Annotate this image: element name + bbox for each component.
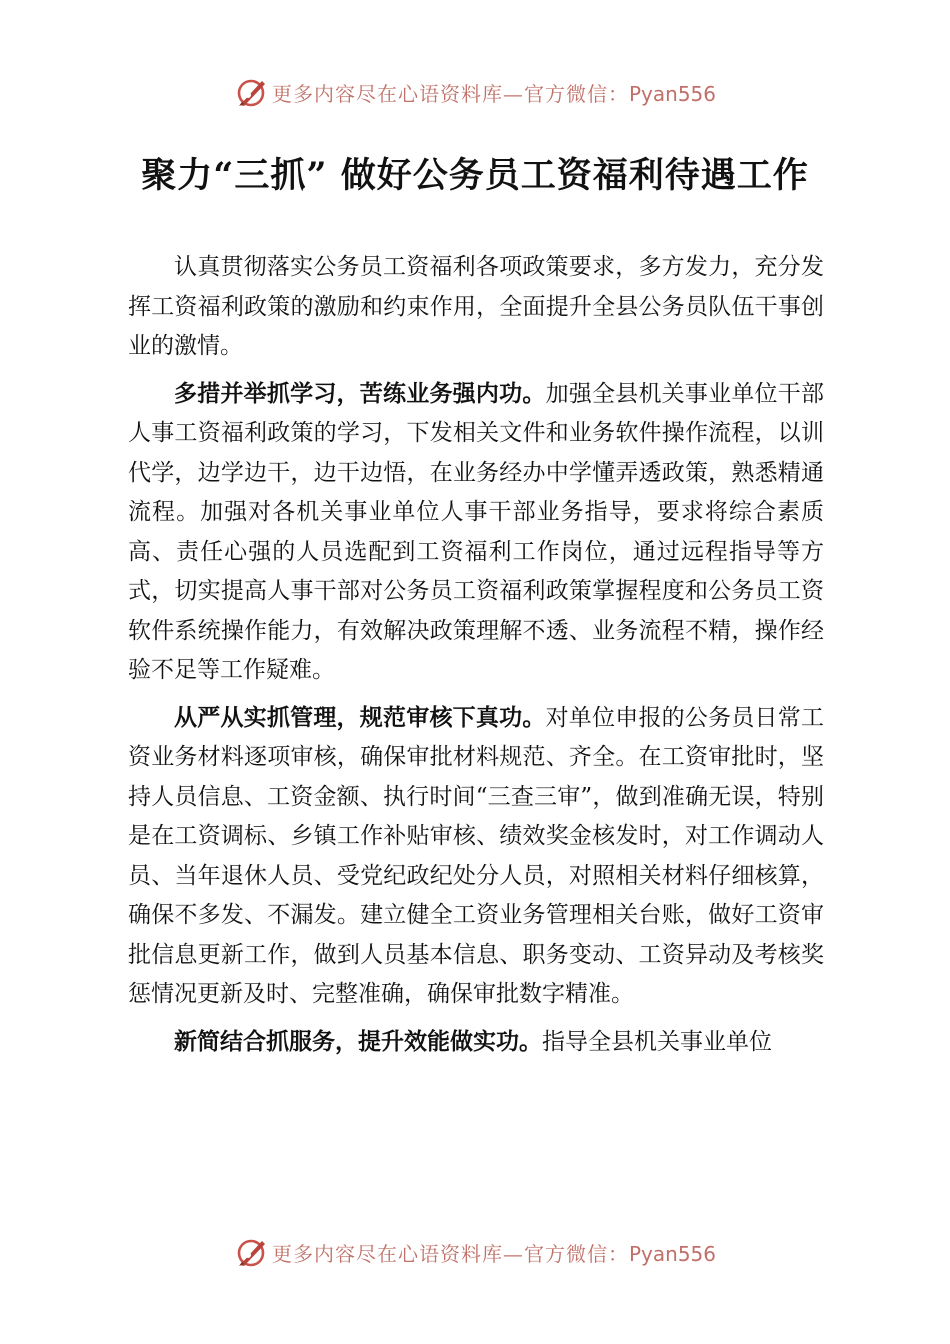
footer-watermark-banner xyxy=(0,1232,950,1272)
watermark-text: 更多内容尽在心语资料库—官方微信：Pyan556 xyxy=(271,1241,716,1266)
header-watermark-banner xyxy=(0,72,950,112)
pen-logo-icon xyxy=(234,75,268,109)
document-body xyxy=(128,248,824,1070)
watermark-text: 更多内容尽在心语资料库—官方微信：Pyan556 xyxy=(271,81,716,106)
document-title: 聚力“三抓” 做好公务员工资福利待遇工作 xyxy=(141,155,809,196)
body-paragraph-study: 多措并举抓学习，苦练业务强内功。加强全县机关事业单位干部人事工资福利政策的学习，下发相关文件和业务软件操作流程，以训代学，边学边干，边干边悟，在业务经办中学懂弄透政策，熟悉精通流程。加强对各机关事业单位人事干部业务指导，要求将综合素质高、责任心强的人员选配到工资福利工作岗位，通过远程指导等方式，切实提高人事干部对公务员工资福利政策掌握程度和公务员工资软件系统操作能力，有效解决政策理解不透、业务流程不精，操作经验不足等工作疑难。 xyxy=(128,380,825,683)
paragraph-lead-heading: 新简结合抓服务，提升效能做实功。 xyxy=(174,1028,542,1055)
body-paragraph-intro: 认真贯彻落实公务员工资福利各项政策要求，多方发力，充分发挥工资福利政策的激励和约束作用，全面提升全县公务员队伍干事创业的激情。 xyxy=(128,254,824,359)
pen-logo-icon xyxy=(234,1235,268,1269)
paragraph-lead-heading: 多措并举抓学习，苦练业务强内功。 xyxy=(174,380,546,407)
paragraph-lead-heading: 从严从实抓管理，规范审核下真功。 xyxy=(174,704,546,731)
body-paragraph-service: 新简结合抓服务，提升效能做实功。指导全县机关事业单位 xyxy=(174,1028,772,1055)
body-paragraph-management: 从严从实抓管理，规范审核下真功。对单位申报的公务员日常工资业务材料逐项审核，确保审批材料规范、齐全。在工资审批时，坚持人员信息、工资金额、执行时间“三查三审”，做到准确无误，特别是在工资调标、乡镇工作补贴审核、绩效奖金核发时，对工作调动人员、当年退休人员、受党纪政纪处分人员，对照相关材料仔细核算，确保不多发、不漏发。建立健全工资业务管理相关台账，做好工资审批信息更新工作，做到人员基本信息、职务变动、工资异动及考核奖惩情况更新及时、完整准确，确保审批数字精准。 xyxy=(128,704,825,1007)
